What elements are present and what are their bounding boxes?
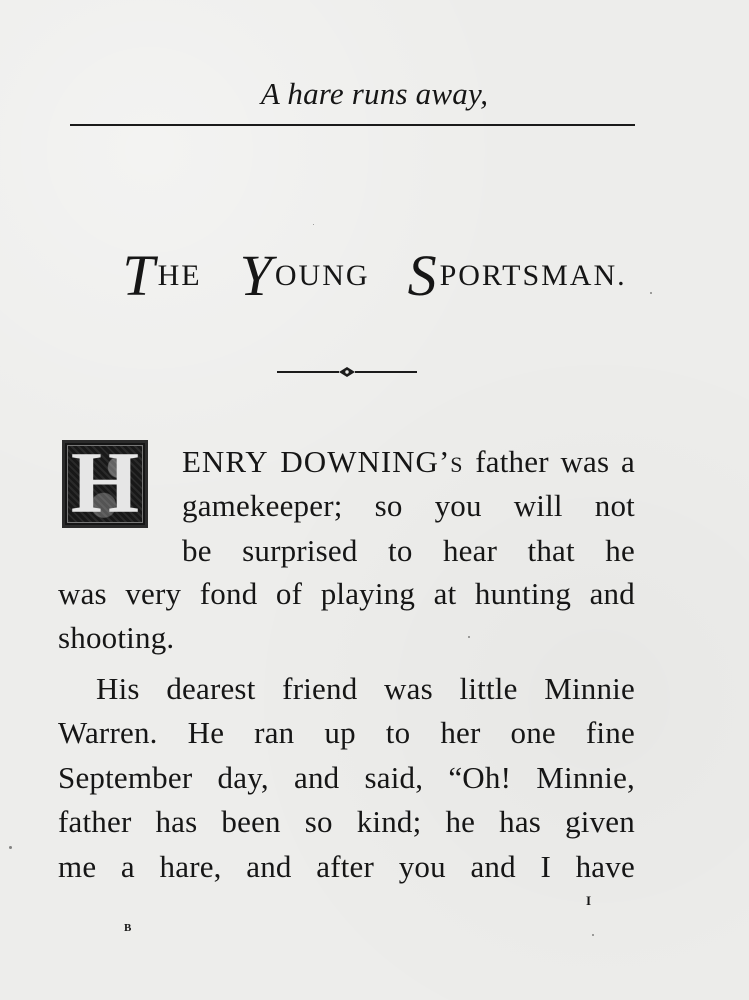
title-word-portsman: PORTSMAN. (439, 259, 627, 292)
word: at (433, 576, 457, 611)
word: one (510, 715, 556, 750)
running-header: A hare runs away, (260, 76, 489, 111)
word: His (96, 671, 140, 706)
body-line-3 (182, 535, 635, 566)
word: fond (199, 576, 258, 611)
drop-cap-letter: H (67, 445, 143, 523)
word: kind; (356, 804, 422, 839)
title-initial-s: S (407, 243, 439, 308)
body-line-1 (182, 446, 635, 477)
word: so (304, 804, 333, 839)
ornamental-rule-icon (277, 363, 417, 381)
word: and (589, 576, 635, 611)
word: DOWNING’s (280, 444, 464, 479)
word: has (155, 804, 198, 839)
word: playing (320, 576, 416, 611)
word: dearest (166, 671, 256, 706)
word: you (398, 849, 446, 884)
title-word-he: HE (157, 259, 202, 292)
body-line-5: shooting. (58, 620, 175, 655)
paper-speck (9, 846, 12, 849)
word: and (470, 849, 516, 884)
word: father (58, 804, 132, 839)
word: me (58, 849, 97, 884)
word: hunting (474, 576, 572, 611)
word: fine (585, 715, 635, 750)
word: day, (217, 760, 269, 795)
word: ENRY (182, 444, 269, 479)
paper-speck (592, 934, 594, 936)
word: her (440, 715, 481, 750)
word: of (275, 576, 303, 611)
word: so (374, 488, 403, 523)
paper-speck (650, 292, 652, 294)
body-line-7 (58, 717, 635, 748)
word: friend (282, 671, 358, 706)
body-line-9 (58, 806, 635, 837)
title-initial-t: T (122, 243, 157, 308)
word: Warren. (58, 715, 158, 750)
word: father (475, 444, 549, 479)
word: to (388, 533, 413, 568)
word: and (246, 849, 292, 884)
title-initial-y: Y (239, 243, 274, 308)
word: be (182, 533, 212, 568)
word: been (221, 804, 281, 839)
word: surprised (242, 533, 358, 568)
chapter-title (0, 242, 749, 309)
word: he (445, 804, 476, 839)
word: after (316, 849, 375, 884)
word: was (58, 576, 107, 611)
word: said, (364, 760, 424, 795)
body-line-10 (58, 851, 635, 882)
word: that (527, 533, 575, 568)
header-rule (70, 124, 635, 126)
word: hare, (159, 849, 222, 884)
word: a (621, 444, 635, 479)
word: was (560, 444, 610, 479)
word: given (565, 804, 635, 839)
decorated-drop-cap (62, 435, 148, 532)
word: have (575, 849, 635, 884)
word: will (513, 488, 563, 523)
word: you (434, 488, 482, 523)
word: little (459, 671, 518, 706)
word: very (125, 576, 182, 611)
word: not (594, 488, 635, 523)
word: he (605, 533, 635, 568)
body-line-2 (182, 490, 635, 521)
word: gamekeeper; (182, 488, 343, 523)
word: ran (254, 715, 295, 750)
word: September (58, 760, 193, 795)
paper-speck (468, 636, 470, 638)
word: Minnie (544, 671, 635, 706)
word: was (384, 671, 433, 706)
body-line-8 (58, 762, 635, 793)
signature-mark: B (124, 922, 132, 934)
word: up (324, 715, 356, 750)
word: a (120, 849, 135, 884)
word: I (540, 849, 551, 884)
word: He (187, 715, 225, 750)
word: Minnie, (536, 760, 635, 795)
page-number: I (586, 893, 592, 908)
word: has (499, 804, 542, 839)
word: hear (442, 533, 498, 568)
paper-speck (313, 224, 314, 225)
body-line-6 (96, 673, 635, 704)
title-word-oung: OUNG (274, 259, 370, 292)
word: “Oh! (448, 760, 512, 795)
body-line-4 (58, 578, 635, 609)
word: to (385, 715, 411, 750)
word: and (293, 760, 340, 795)
